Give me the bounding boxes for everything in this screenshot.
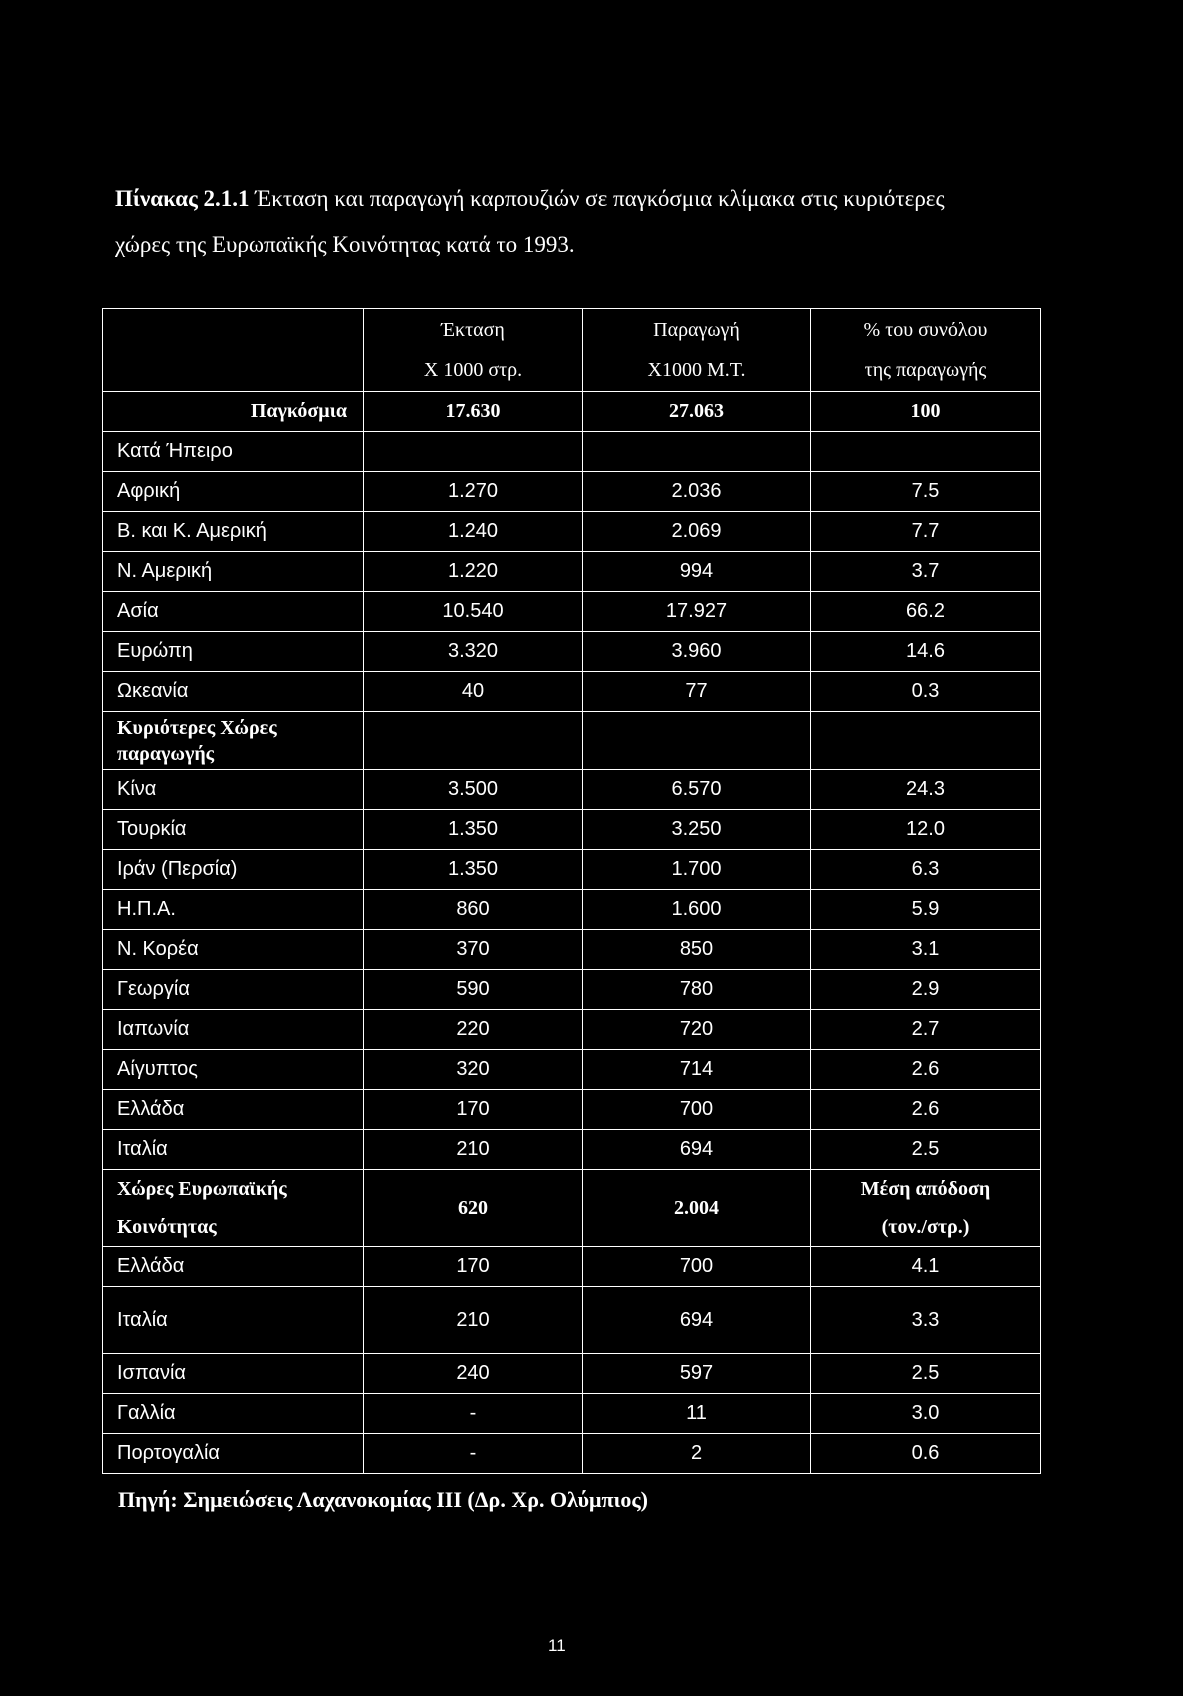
row-percent: 3.0 bbox=[811, 1394, 1041, 1434]
row-area: - bbox=[364, 1434, 583, 1474]
row-label: Ασία bbox=[103, 592, 364, 632]
row-production: 11 bbox=[583, 1394, 811, 1434]
table-header-row bbox=[103, 309, 1041, 392]
eu-production: 2.004 bbox=[583, 1170, 811, 1247]
table-row bbox=[103, 770, 1041, 810]
table-row bbox=[103, 592, 1041, 632]
table-row bbox=[103, 1434, 1041, 1474]
row-production: 994 bbox=[583, 552, 811, 592]
row-label: Ν. Κορέα bbox=[103, 930, 364, 970]
row-area: 1.350 bbox=[364, 810, 583, 850]
eu-yield-line1: Μέση απόδοση bbox=[860, 1178, 991, 1200]
world-label: Παγκόσμια bbox=[103, 392, 364, 432]
row-production: 77 bbox=[583, 672, 811, 712]
table-row bbox=[103, 1287, 1041, 1354]
row-percent: 2.6 bbox=[811, 1050, 1041, 1090]
table-row bbox=[103, 1394, 1041, 1434]
watermelon-table bbox=[102, 308, 1041, 1474]
table-row bbox=[103, 1130, 1041, 1170]
row-label: Ιταλία bbox=[103, 1287, 364, 1354]
table-caption bbox=[115, 176, 995, 268]
row-production: 2.069 bbox=[583, 512, 811, 552]
empty-cell bbox=[364, 712, 583, 770]
row-label: Β. και Κ. Αμερική bbox=[103, 512, 364, 552]
continent-heading: Κατά Ήπειρο bbox=[103, 432, 364, 472]
row-label: Η.Π.Α. bbox=[103, 890, 364, 930]
table-row bbox=[103, 970, 1041, 1010]
row-percent: 3.1 bbox=[811, 930, 1041, 970]
empty-cell bbox=[583, 712, 811, 770]
row-production: 6.570 bbox=[583, 770, 811, 810]
continents-group bbox=[103, 472, 1041, 712]
row-label: Κίνα bbox=[103, 770, 364, 810]
row-production: 700 bbox=[583, 1247, 811, 1287]
world-percent: 100 bbox=[811, 392, 1041, 432]
row-production: 720 bbox=[583, 1010, 811, 1050]
continent-heading-row bbox=[103, 432, 1041, 472]
eu-row bbox=[103, 1170, 1041, 1247]
row-area: 3.320 bbox=[364, 632, 583, 672]
row-area: 220 bbox=[364, 1010, 583, 1050]
row-percent: 3.7 bbox=[811, 552, 1041, 592]
row-percent: 0.6 bbox=[811, 1434, 1041, 1474]
row-area: 210 bbox=[364, 1130, 583, 1170]
table-row bbox=[103, 672, 1041, 712]
row-area: 170 bbox=[364, 1247, 583, 1287]
row-area: 1.220 bbox=[364, 552, 583, 592]
row-label: Γαλλία bbox=[103, 1394, 364, 1434]
row-production: 3.960 bbox=[583, 632, 811, 672]
table-row bbox=[103, 1090, 1041, 1130]
table-row bbox=[103, 512, 1041, 552]
row-percent: 0.3 bbox=[811, 672, 1041, 712]
table-row bbox=[103, 810, 1041, 850]
countries-group bbox=[103, 770, 1041, 1170]
eu-label-line1: Χώρες Ευρωπαϊκής bbox=[117, 1178, 287, 1200]
header-area bbox=[364, 309, 583, 392]
empty-cell bbox=[583, 432, 811, 472]
row-percent: 14.6 bbox=[811, 632, 1041, 672]
header-production bbox=[583, 309, 811, 392]
row-area: 210 bbox=[364, 1287, 583, 1354]
eu-area: 620 bbox=[364, 1170, 583, 1247]
row-production: 3.250 bbox=[583, 810, 811, 850]
row-production: 1.600 bbox=[583, 890, 811, 930]
header-production-line1: Παραγωγή bbox=[653, 319, 740, 341]
table-row bbox=[103, 632, 1041, 672]
header-percent-line1: % του συνόλου bbox=[863, 319, 988, 341]
row-production: 700 bbox=[583, 1090, 811, 1130]
table-row bbox=[103, 850, 1041, 890]
row-production: 1.700 bbox=[583, 850, 811, 890]
row-label: Αφρική bbox=[103, 472, 364, 512]
empty-cell bbox=[811, 432, 1041, 472]
caption-text: Έκταση και παραγωγή καρπουζιών σε παγκόσμια κλίμακα στις κυριότερες χώρες της Ευρωπαϊκής Κοινότητας κατά το 1993. bbox=[115, 186, 945, 257]
row-label: Αίγυπτος bbox=[103, 1050, 364, 1090]
world-row bbox=[103, 392, 1041, 432]
row-area: - bbox=[364, 1394, 583, 1434]
row-production: 780 bbox=[583, 970, 811, 1010]
empty-cell bbox=[811, 712, 1041, 770]
row-area: 590 bbox=[364, 970, 583, 1010]
empty-cell bbox=[364, 432, 583, 472]
row-area: 170 bbox=[364, 1090, 583, 1130]
row-percent: 2.5 bbox=[811, 1130, 1041, 1170]
row-area: 860 bbox=[364, 890, 583, 930]
row-percent: 3.3 bbox=[811, 1287, 1041, 1354]
row-area: 1.270 bbox=[364, 472, 583, 512]
row-label: Ωκεανία bbox=[103, 672, 364, 712]
row-percent: 2.9 bbox=[811, 970, 1041, 1010]
row-production: 597 bbox=[583, 1354, 811, 1394]
row-area: 1.240 bbox=[364, 512, 583, 552]
row-percent: 5.9 bbox=[811, 890, 1041, 930]
eu-yield-header bbox=[811, 1170, 1041, 1247]
row-percent: 7.5 bbox=[811, 472, 1041, 512]
header-area-line1: Έκταση bbox=[441, 319, 505, 341]
table-row bbox=[103, 552, 1041, 592]
row-percent: 66.2 bbox=[811, 592, 1041, 632]
table-row bbox=[103, 1050, 1041, 1090]
table-row bbox=[103, 930, 1041, 970]
row-percent: 7.7 bbox=[811, 512, 1041, 552]
row-area: 240 bbox=[364, 1354, 583, 1394]
row-label: Πορτογαλία bbox=[103, 1434, 364, 1474]
row-production: 714 bbox=[583, 1050, 811, 1090]
table-row bbox=[103, 472, 1041, 512]
table-row bbox=[103, 1010, 1041, 1050]
table-row bbox=[103, 1247, 1041, 1287]
eu-label-line2: Κοινότητας bbox=[117, 1216, 217, 1238]
row-label: Ευρώπη bbox=[103, 632, 364, 672]
caption-label: Πίνακας 2.1.1 bbox=[115, 186, 250, 211]
header-percent bbox=[811, 309, 1041, 392]
row-percent: 4.1 bbox=[811, 1247, 1041, 1287]
row-area: 1.350 bbox=[364, 850, 583, 890]
row-area: 40 bbox=[364, 672, 583, 712]
row-percent: 12.0 bbox=[811, 810, 1041, 850]
table-row bbox=[103, 890, 1041, 930]
row-label: Ιταλία bbox=[103, 1130, 364, 1170]
eu-yield-line2: (τον./στρ.) bbox=[881, 1216, 970, 1238]
row-percent: 2.6 bbox=[811, 1090, 1041, 1130]
table-row bbox=[103, 1354, 1041, 1394]
row-label: Ν. Αμερική bbox=[103, 552, 364, 592]
row-label: Γεωργία bbox=[103, 970, 364, 1010]
row-label: Ελλάδα bbox=[103, 1090, 364, 1130]
header-production-line2: X1000 M.T. bbox=[647, 359, 746, 381]
eu-label bbox=[103, 1170, 364, 1247]
world-production: 27.063 bbox=[583, 392, 811, 432]
page-number: 11 bbox=[548, 1636, 566, 1655]
row-label: Ελλάδα bbox=[103, 1247, 364, 1287]
row-percent: 6.3 bbox=[811, 850, 1041, 890]
source-note: Πηγή: Σημειώσεις Λαχανοκομίας ΙΙΙ (Δρ. Χρ. Ολύμπιος) bbox=[118, 1487, 648, 1512]
row-percent: 2.7 bbox=[811, 1010, 1041, 1050]
row-production: 2 bbox=[583, 1434, 811, 1474]
countries-heading-row bbox=[103, 712, 1041, 770]
row-production: 17.927 bbox=[583, 592, 811, 632]
row-percent: 2.5 bbox=[811, 1354, 1041, 1394]
row-label: Ισπανία bbox=[103, 1354, 364, 1394]
row-production: 2.036 bbox=[583, 472, 811, 512]
row-label: Ιράν (Περσία) bbox=[103, 850, 364, 890]
row-area: 320 bbox=[364, 1050, 583, 1090]
row-label: Τουρκία bbox=[103, 810, 364, 850]
countries-heading: Κυριότερες Χώρες παραγωγής bbox=[103, 712, 364, 770]
row-area: 10.540 bbox=[364, 592, 583, 632]
row-production: 850 bbox=[583, 930, 811, 970]
eu-countries-group bbox=[103, 1247, 1041, 1474]
header-area-line2: X 1000 στρ. bbox=[423, 359, 523, 381]
row-label: Ιαπωνία bbox=[103, 1010, 364, 1050]
header-percent-line2: της παραγωγής bbox=[864, 359, 987, 381]
row-production: 694 bbox=[583, 1287, 811, 1354]
world-area: 17.630 bbox=[364, 392, 583, 432]
row-percent: 24.3 bbox=[811, 770, 1041, 810]
row-area: 3.500 bbox=[364, 770, 583, 810]
header-empty-cell bbox=[103, 309, 364, 392]
row-production: 694 bbox=[583, 1130, 811, 1170]
row-area: 370 bbox=[364, 930, 583, 970]
